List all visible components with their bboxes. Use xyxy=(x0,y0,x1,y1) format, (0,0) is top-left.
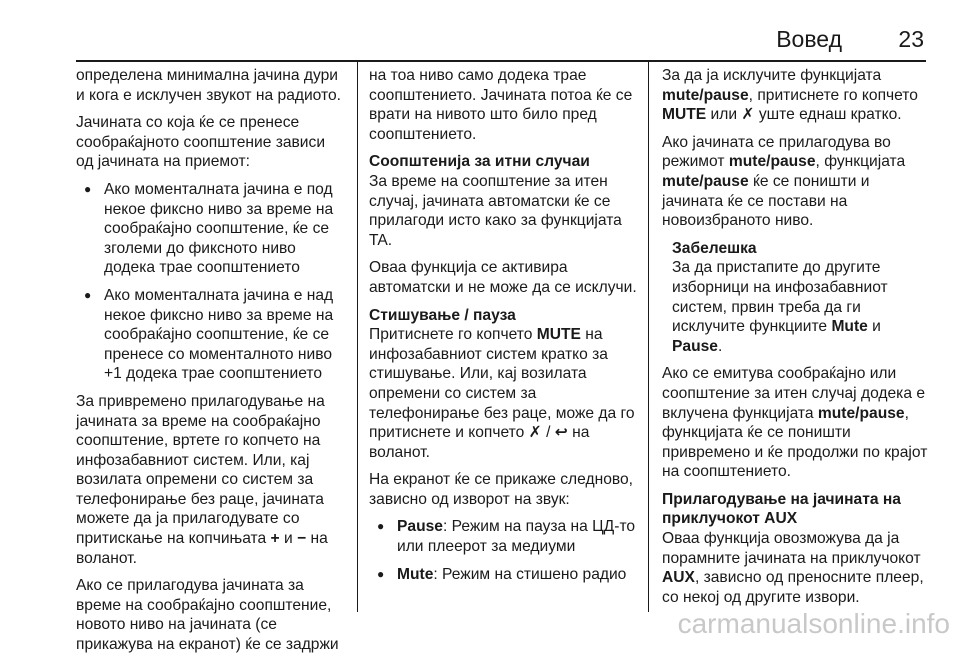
note-title: Забелешка xyxy=(672,239,757,257)
plus-icon: + xyxy=(270,530,280,548)
paragraph: Оваа функција се активира автоматски и не може да се исклучи. xyxy=(369,259,637,296)
paragraph: За да ја исклучите функцијата mute/pause, притиснете го копчето MUTE или ✗ уште еднаш кратко. xyxy=(662,67,918,124)
mute-icon: ✗ xyxy=(528,424,542,442)
paragraph: определена минимална јачина дури и кога е исклучен звукот на радиото. xyxy=(76,67,341,104)
note-box: Забелешка За да пристапите до другите изборници на инфозабавниот систем, првин треба да ги исклучите функциите Mute и Pause. xyxy=(662,239,934,357)
paragraph: Притиснете го копчето MUTE на инфозабавниот систем кратко за стишување. Или, кај возилата опремени со систем за телефонирање без раце, може да го притиснете и копчето ✗ / ↩ на воланот. xyxy=(369,326,635,461)
paragraph: на тоа ниво само додека трае соопштението. Јачината потоа ќе се врати на нивото што било пред соопштението. xyxy=(369,67,633,143)
list-item: ● Ако моменталната јачина е над некое фиксно ниво за време на сообраќајно соопштение, ќе се пренесе со моменталното ниво +1 додека трае соопштението xyxy=(76,286,346,384)
paragraph: За време на соопштение за итен случај, јачината автоматски ќе се прилагоди исто како за функцијата TA. xyxy=(369,172,622,249)
back-icon: ↩ xyxy=(554,424,568,442)
paragraph: Ако јачината се прилагодува во режимот mute/pause, функцијата mute/pause ќе се поништи и јачината ќе се постави на новоизбраното ниво. xyxy=(662,133,906,230)
paragraph: На екранот ќе се прикаже следново, зависно од изворот на звук: xyxy=(369,471,633,508)
heading-emergency: Соопштенија за итни случаи xyxy=(369,153,590,171)
header-rule xyxy=(76,60,926,62)
paragraph: Ако се емитува сообраќајно или соопштение за итен случај додека е вклучена функцијата mute/pause, функцијата ќе се поништи привремено и ќе продолжи по крајот на соопштението. xyxy=(662,365,928,481)
heading-aux: Прилагодување на јачината на приклучокот AUX xyxy=(662,490,901,528)
page-number: 23 xyxy=(898,26,924,52)
bullet-list xyxy=(369,517,641,584)
paragraph: За привремено прилагодување на јачината за време на сообраќајно соопштение, вртете го копчето на инфозабавниот систем. Или, кај возилата опремени со систем за телефонирање без раце, јачината можете да ја прилагодувате со притискање на копчињата + и − на воланот. xyxy=(76,392,328,567)
list-item: ● Pause: Режим на пауза на ЦД-то или плеерот за медиуми xyxy=(369,517,641,556)
mute-icon: ✗ xyxy=(741,106,755,124)
minus-icon: − xyxy=(297,530,307,548)
paragraph: Оваа функција овозможува да ја порамните јачината на приклучокот AUX, зависно од преносните плеер, со некој од другите извори. xyxy=(662,530,924,606)
bullet-list xyxy=(76,180,346,384)
list-item: ● Mute: Режим на стишено радио xyxy=(369,565,641,585)
column-2 xyxy=(369,66,641,592)
paragraph: Јачината со која ќе се пренесе сообраќајното соопштение зависи од јачината на приемот: xyxy=(76,114,326,171)
paragraph: Ако се прилагодува јачината за време на сообраќајно соопштение, новото ниво на јачината (се прикажува на екранот) ќе се задржи xyxy=(76,577,339,654)
page-header xyxy=(0,26,960,58)
column-divider-1 xyxy=(357,62,358,612)
column-divider-2 xyxy=(648,62,649,612)
heading-mute: Стишување / пауза xyxy=(369,306,516,324)
column-1 xyxy=(76,66,346,663)
watermark: carmanualsonline.info xyxy=(677,608,950,639)
column-3 xyxy=(662,66,934,615)
section-title: Вовед xyxy=(776,26,842,52)
list-item: ● Ако моменталната јачина е под некое фиксно ниво за време на сообраќајно соопштение, ќе се зголеми до фиксното ниво додека трае соопштението xyxy=(76,180,346,278)
